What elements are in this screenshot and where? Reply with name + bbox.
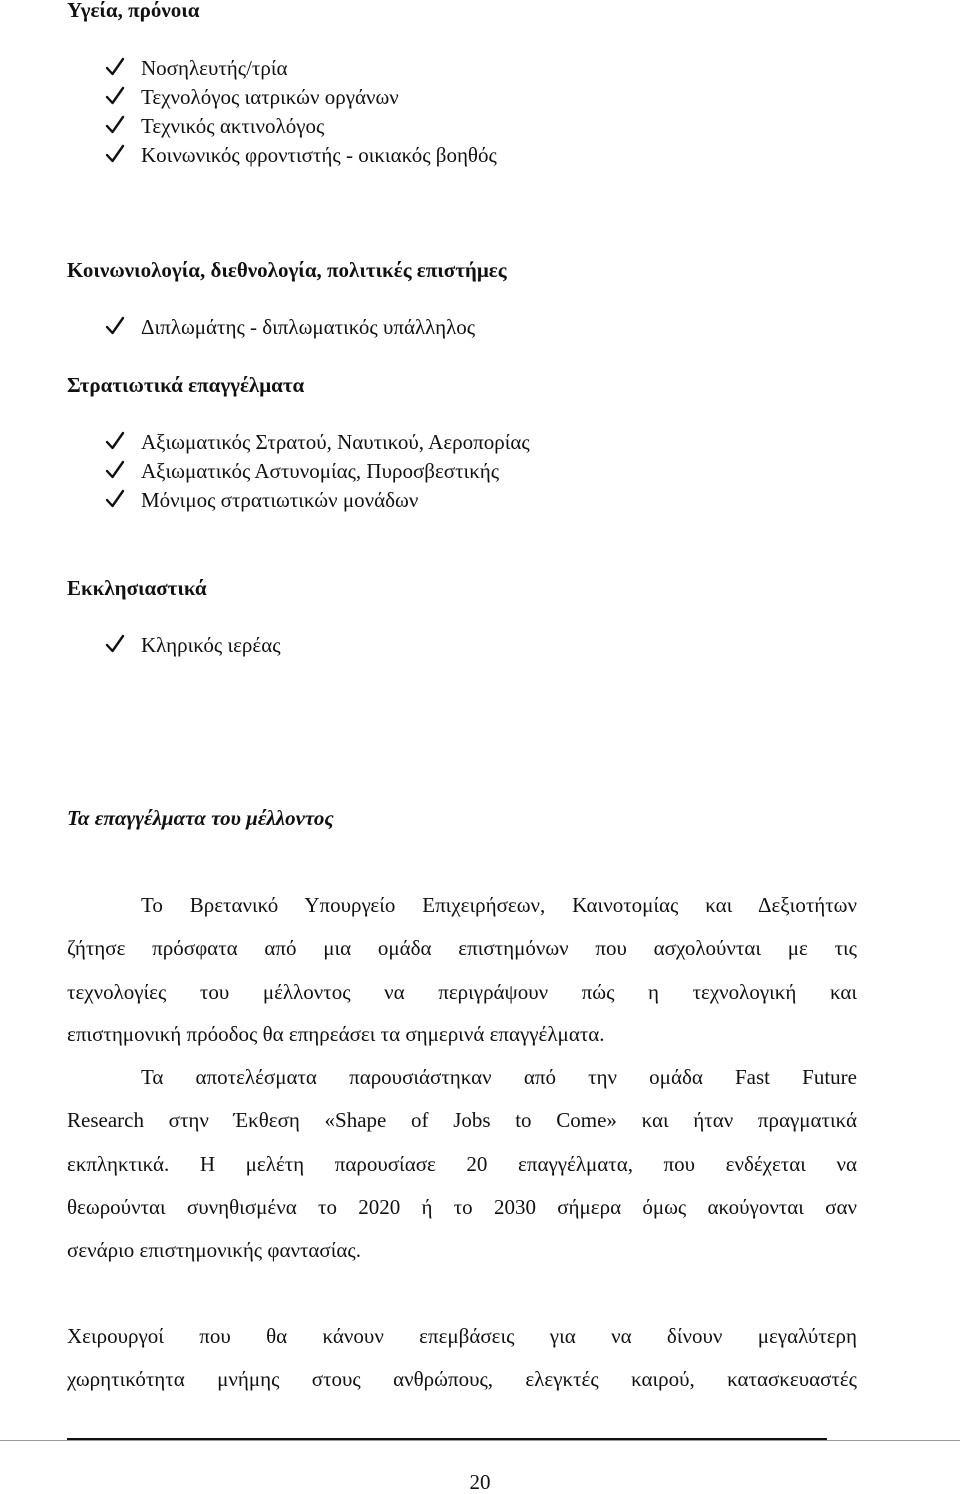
checkmark-icon	[104, 85, 126, 107]
checkmark-icon	[104, 633, 126, 655]
paragraph-line: ζήτησε πρόσφατα από μια ομάδα επιστημόνων που ασχολούνται με τις	[67, 936, 857, 960]
list-item-label: Κληρικός ιερέας	[141, 633, 281, 657]
checkmark-icon	[104, 143, 126, 165]
future-title: Τα επαγγέλματα του μέλλοντος	[67, 806, 334, 830]
list-item	[0, 633, 960, 657]
paragraph-line: τεχνολογίες του μέλλοντος να περιγράψουν πώς η τεχνολογική και	[67, 980, 857, 1004]
checkmark-icon	[104, 114, 126, 136]
list-item	[0, 488, 960, 512]
paragraph-line: σενάριο επιστημονικής φαντασίας.	[67, 1238, 361, 1262]
paragraph-line: θεωρούνται συνηθισμένα το 2020 ή το 2030 σήμερα όμως ακούγονται σαν	[67, 1195, 857, 1219]
footer-divider	[0, 1440, 960, 1441]
section-title-social: Κοινωνιολογία, διεθνολογία, πολιτικές επιστήμες	[67, 258, 507, 282]
paragraph-line: Το Βρετανικό Υπουργείο Επιχειρήσεων, Καινοτομίας και Δεξιοτήτων	[141, 893, 857, 917]
list-item	[0, 143, 960, 167]
section-title-health: Υγεία, πρόνοια	[67, 0, 200, 22]
list-item-label: Αξιωματικός Αστυνομίας, Πυροσβεστικής	[141, 459, 500, 483]
list-item-label: Αξιωματικός Στρατού, Ναυτικού, Αεροπορίας	[141, 430, 530, 454]
paragraph-line: Χειρουργοί που θα κάνουν επεμβάσεις για να δίνουν μεγαλύτερη	[67, 1324, 857, 1348]
list-item	[0, 114, 960, 138]
paragraph-line: εκπληκτικά. Η μελέτη παρουσίασε 20 επαγγέλματα, που ενδέχεται να	[67, 1152, 857, 1176]
list-item-label: Τεχνολόγος ιατρικών οργάνων	[141, 85, 399, 109]
checkmark-icon	[104, 459, 126, 481]
page-number: 20	[469, 1470, 491, 1494]
section-title-church: Εκκλησιαστικά	[67, 576, 207, 600]
checkmark-icon	[104, 430, 126, 452]
list-item-label: Μόνιμος στρατιωτικών μονάδων	[141, 488, 419, 512]
list-item-label: Κοινωνικός φροντιστής - οικιακός βοηθός	[141, 143, 497, 167]
list-item-label: Νοσηλευτής/τρία	[141, 56, 288, 80]
paragraph-line: χωρητικότητα μνήμης στους ανθρώπους, ελεγκτές καιρού, κατασκευαστές	[67, 1367, 857, 1391]
list-item-label: Τεχνικός ακτινολόγος	[141, 114, 325, 138]
section-title-military: Στρατιωτικά επαγγέλματα	[67, 373, 305, 397]
list-item-label: Διπλωμάτης - διπλωματικός υπάλληλος	[141, 315, 476, 339]
list-item	[0, 459, 960, 483]
paragraph-line: Research στην Έκθεση «Shape of Jobs to Come» και ήταν πραγματικά	[67, 1108, 857, 1132]
list-item	[0, 430, 960, 454]
list-item	[0, 56, 960, 80]
checkmark-icon	[104, 488, 126, 510]
list-item	[0, 85, 960, 109]
checkmark-icon	[104, 56, 126, 78]
checkmark-icon	[104, 315, 126, 337]
list-item	[0, 315, 960, 339]
footer-rule	[67, 1438, 827, 1440]
paragraph-line: Τα αποτελέσματα παρουσιάστηκαν από την ομάδα Fast Future	[141, 1065, 857, 1089]
paragraph-line: επιστημονική πρόοδος θα επηρεάσει τα σημερινά επαγγέλματα.	[67, 1022, 605, 1046]
